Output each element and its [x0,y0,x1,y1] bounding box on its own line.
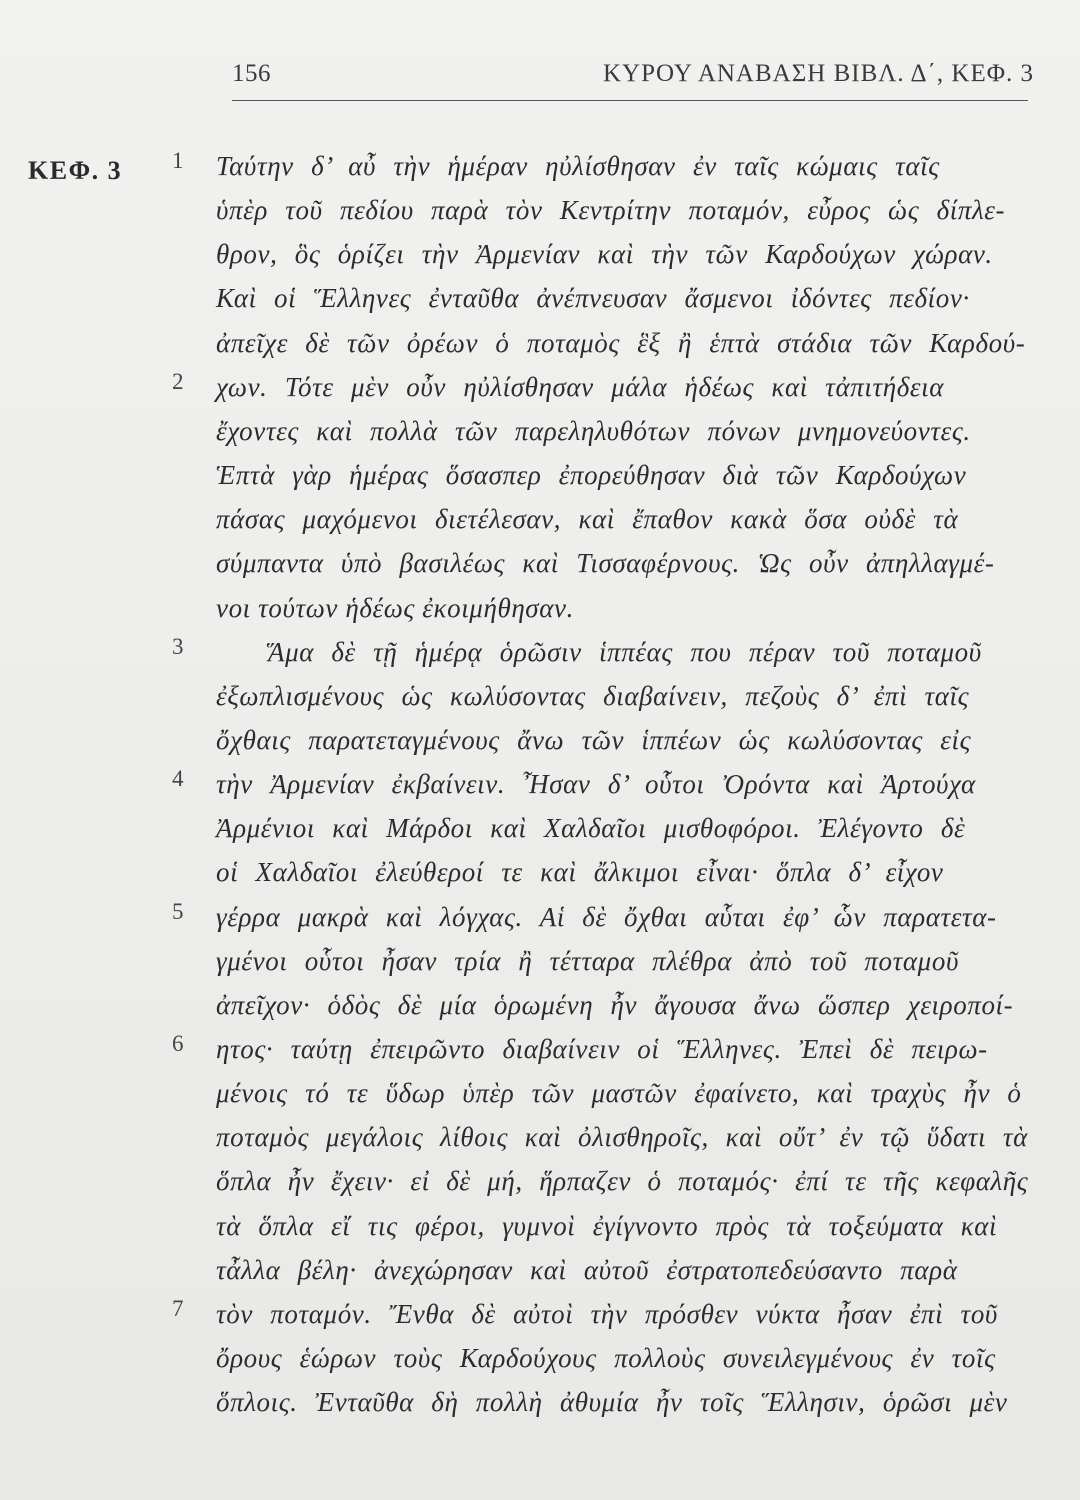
section-number: 4 [172,766,184,792]
line-text: τὸν ποταμόν. Ἔνθα δὲ αὐτοὶ τὴν πρόσθεν νύκτα ἦσαν ἐπὶ τοῦ [216,1298,998,1329]
section-number: 3 [172,633,184,659]
line-text: οἱ Χαλδαῖοι ἐλεύθεροί τε καὶ ἄλκιμοι εἶναι· ὅπλα δ’ εἶχον [216,857,944,888]
text-line [172,1027,1036,1071]
line-text: Ἅμα δὲ τῇ ἡμέρᾳ ὁρῶσιν ἱππέας που πέραν τοῦ ποταμοῦ [268,636,982,667]
page-number: 156 [232,60,271,87]
line-text: σύμπαντα ὑπὸ βασιλέως καὶ Τισσαφέρνους. Ὡς οὖν ἀπηλλαγμέ- [216,548,995,579]
text-line [172,895,1036,939]
header-rule [232,100,1028,101]
text-line [216,1204,1036,1248]
text-line [216,718,1036,762]
line-text: Ἑπτὰ γὰρ ἡμέρας ὅσασπερ ἐπορεύθησαν διὰ τῶν Καρδούχων [216,460,967,491]
text-line [216,409,1036,453]
section-number: 2 [172,368,184,394]
section-number: 7 [172,1295,184,1321]
line-text: Ταύτην δ’ αὖ τὴν ἡμέραν ηὐλίσθησαν ἐν ταῖς κώμαις ταῖς [216,151,940,181]
text-line [216,1159,1036,1203]
line-text: τὴν Ἀρμενίαν ἐκβαίνειν. Ἦσαν δ’ οὗτοι Ὀρόντα καὶ Ἀρτούχα [216,769,976,800]
text-line [216,1071,1036,1115]
page-header [232,58,1034,102]
line-text: γμένοι οὗτοι ἦσαν τρία ἢ τέτταρα πλέθρα ἀπὸ τοῦ ποταμοῦ [216,945,959,976]
line-text: ἔχοντες καὶ πολλὰ τῶν παρεληλυθότων πόνων μνημονεύοντες. [216,415,971,446]
line-text: χων. Τότε μὲν οὖν ηὐλίσθησαν μάλα ἡδέως καὶ τἀπιτήδεια [216,371,944,402]
text-line [216,188,1036,232]
section-number: 6 [172,1031,184,1056]
chapter-label: ΚΕΦ. 3 [28,156,123,185]
text-line [216,806,1036,850]
line-text: ἀπεῖχον· ὁδὸς δὲ μία ὁρωμένη ἦν ἄγουσα ἄνω ὥσπερ χειροποί- [216,989,1014,1020]
text-line [172,762,1036,806]
line-text: θρον, ὃς ὁρίζει τὴν Ἀρμενίαν καὶ τὴν τῶν Καρδούχων χώραν. [216,239,993,270]
line-text: ὄχθαις παρατεταγμένους ἄνω τῶν ἱππέων ὡς κωλύσοντας εἰς [216,724,972,755]
running-title: ΚΥΡΟΥ ΑΝΑΒΑΣΗ ΒΙΒΛ. Δ΄, ΚΕΦ. 3 [603,60,1034,87]
text-line [216,453,1036,497]
line-text: ποταμὸς μεγάλοις λίθοις καὶ ὀλισθηροῖς, καὶ οὔτ’ ἐν τῷ ὕδατι τὰ [216,1122,1028,1153]
text-line [216,1336,1036,1380]
text-line [216,939,1036,983]
section-number: 1 [172,148,184,173]
line-text: μένοις τό τε ὕδωρ ὑπὲρ τῶν μαστῶν ἐφαίνετο, καὶ τραχὺς ἦν ὁ [216,1078,1022,1109]
line-text: ὄρους ἑώρων τοὺς Καρδούχους πολλοὺς συνειλεγμένους ἐν τοῖς [216,1343,996,1374]
text-line [216,276,1036,320]
line-text: ἀπεῖχε δὲ τῶν ὀρέων ὁ ποταμὸς ἓξ ἢ ἑπτὰ στάδια τῶν Καρδού- [216,327,1026,358]
text-line [216,983,1036,1027]
text-line [216,497,1036,541]
line-text: ἐξωπλισμένους ὡς κωλύσοντας διαβαίνειν, πεζοὺς δ’ ἐπὶ ταῖς [216,680,970,711]
text-line [216,586,1036,630]
text-line [216,1248,1036,1292]
line-text: Καὶ οἱ Ἕλληνες ἐνταῦθα ἀνέπνευσαν ἄσμενοι ἰδόντες πεδίον· [216,283,970,314]
line-text: ητος· ταύτῃ ἐπειρῶντο διαβαίνειν οἱ Ἕλληνες. Ἐπεὶ δὲ πειρω- [216,1034,988,1064]
line-text: τἆλλα βέλη· ἀνεχώρησαν καὶ αὐτοῦ ἐστρατοπεδεύσαντο παρὰ [216,1254,958,1285]
text-line [216,1115,1036,1159]
text-line [172,630,1036,674]
text-line [216,850,1036,894]
text-line [216,232,1036,276]
text-line [216,321,1036,365]
line-text: τὰ ὅπλα εἴ τις φέροι, γυμνοὶ ἐγίγνοντο πρὸς τὰ τοξεύματα καὶ [216,1210,998,1241]
line-text: ὅπλα ἦν ἔχειν· εἰ δὲ μή, ἥρπαζεν ὁ ποταμός· ἐπί τε τῆς κεφαλῆς [216,1166,1029,1197]
line-text: γέρρα μακρὰ καὶ λόγχας. Αἱ δὲ ὄχθαι αὗται ἐφ’ ὧν παρατετα- [216,901,997,932]
line-text: πάσας μαχόμενοι διετέλεσαν, καὶ ἔπαθον κακὰ ὅσα οὐδὲ τὰ [216,504,959,535]
text-line [216,541,1036,585]
text-line [216,674,1036,718]
text-line [172,144,1036,188]
text-line [216,1380,1036,1424]
line-text: νοι τούτων ἡδέως ἐκοιμήθησαν. [216,592,574,623]
text-line [172,1292,1036,1336]
section-number: 5 [172,898,184,924]
text-line [172,365,1036,409]
line-text: ὅπλοις. Ἐνταῦθα δὴ πολλὴ ἀθυμία ἦν τοῖς Ἕλλησιν, ὁρῶσι μὲν [216,1387,1008,1418]
line-text: Ἀρμένιοι καὶ Μάρδοι καὶ Χαλδαῖοι μισθοφόροι. Ἐλέγοντο δὲ [216,813,966,844]
line-text: ὑπὲρ τοῦ πεδίου παρὰ τὸν Κεντρίτην ποταμόν, εὖρος ὡς δίπλε- [216,195,1006,226]
